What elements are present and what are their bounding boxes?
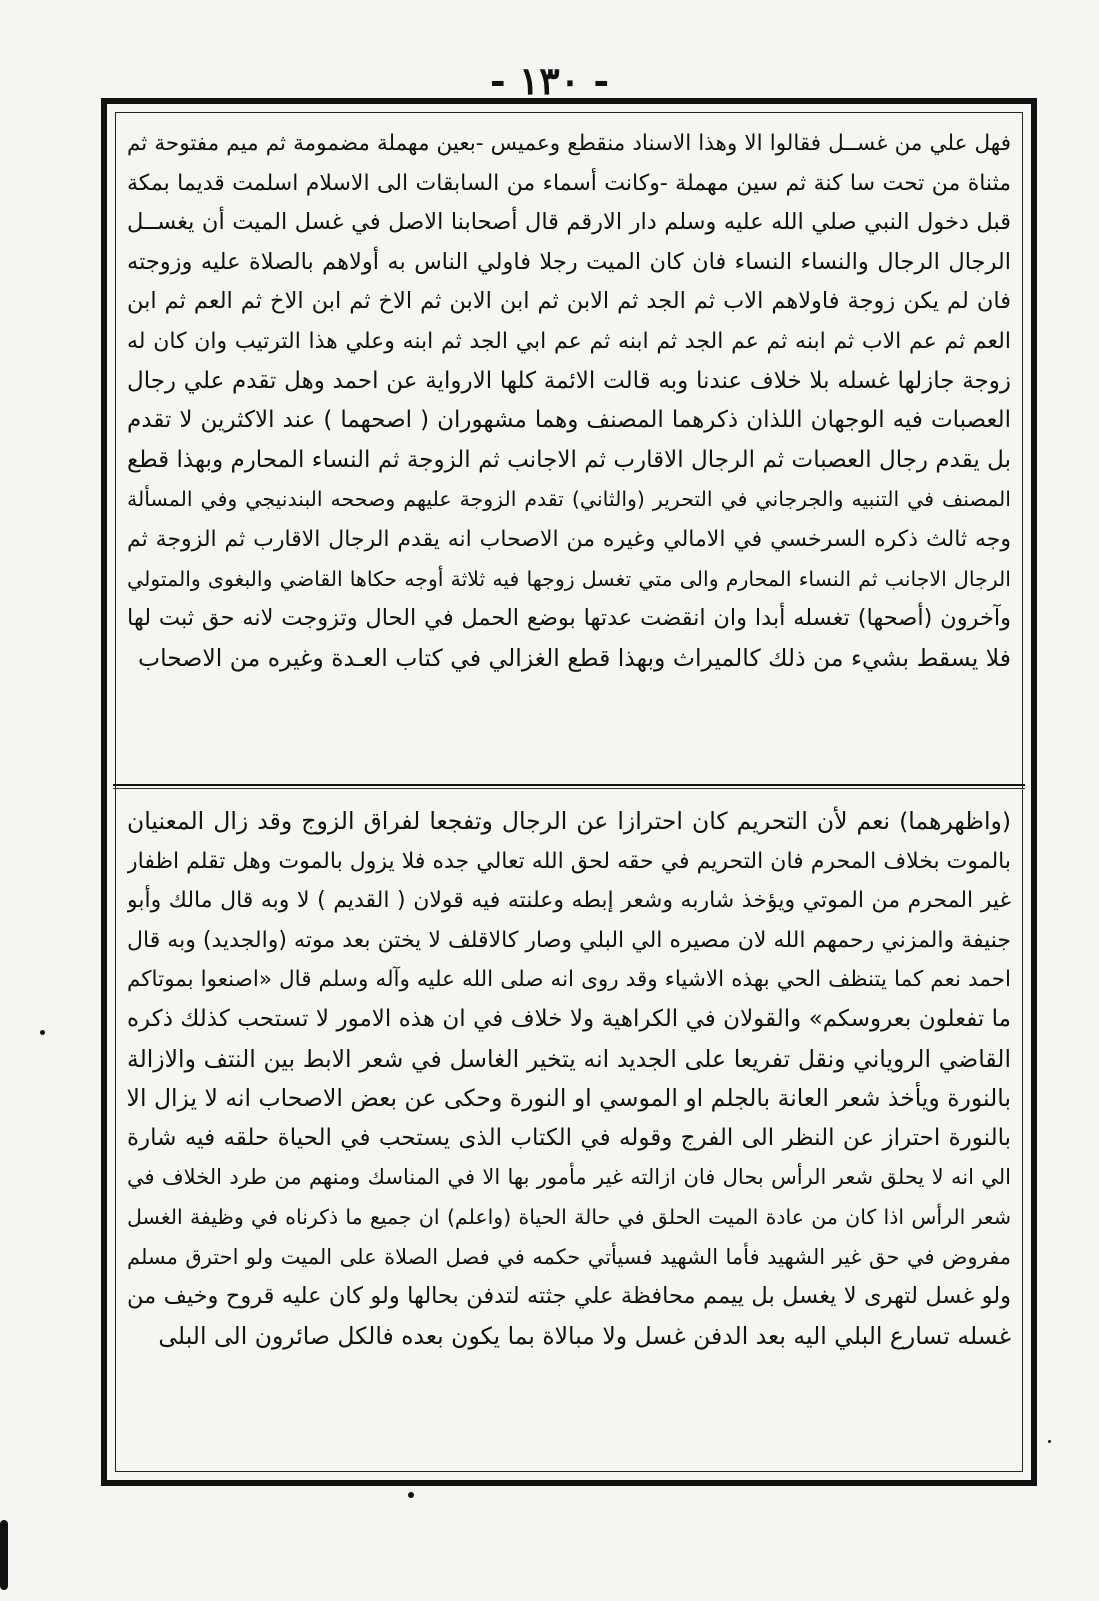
section-divider-thin xyxy=(113,788,1025,789)
commentary-line: بالنورة احتراز عن النظر الى الفرج وقوله في الكتاب الذى يستحب في الحياة حلقه فيه شارة xyxy=(127,1124,1011,1151)
main-text-line: الرجال الاجانب ثم النساء المحارم والى متي تغسل زوجها فيه ثلاثة أوجه حكاها القاضي والبغوى والمتولي xyxy=(127,566,1011,591)
main-text-line: قبل دخول النبي صلي الله عليه وسلم دار الارقم قال أصحابنا الاصل في غسل الميت أن يغســل xyxy=(127,209,1011,236)
main-text-line: وجه ثالث ذكره السرخسي في الامالي وغيره من الاصحاب انه يقدم الرجال الاقارب ثم الزوجة ثم xyxy=(127,526,1011,552)
scan-speck xyxy=(0,1520,8,1590)
commentary-line: غسله تسارع البلي اليه بعد الدفن غسل ولا مبالاة بما يكون بعده فالكل صائرون الى البلى xyxy=(158,1321,1011,1350)
main-text-line: العصبات فيه الوجهان اللذان ذكرهما المصنف وهما مشهوران ( اصحهما ) عند الاكثرين لا تقدم xyxy=(127,407,1011,434)
commentary-line: بالنورة ويأخذ شعر العانة بالجلم او الموسي او النورة وحكى عن بعض الاصحاب انه لا يزال الا xyxy=(127,1084,1011,1113)
commentary-line: جنيفة والمزني رحمهم الله لان مصيره الي البلي وصار كالاقلف لا يختن بعد موته (والجديد) وبه قال xyxy=(127,927,1011,953)
section-divider xyxy=(113,784,1025,786)
commentary-line: (واظهرهما) نعم لأن التحريم كان احترازا عن الرجال وتفجعا لفراق الزوج وقد زال المعنيان xyxy=(127,807,1011,835)
commentary-line: احمد نعم كما يتنظف الحي بهذه الاشياء وقد روى انه صلى الله عليه وآله وسلم قال «اصنعوا بموتاكم xyxy=(127,967,1011,993)
page-number: - ١٣٠ - xyxy=(489,58,610,103)
main-text-line: وآخرون (أصحها) تغسله أبدا وان انقضت عدتها بوضع الحمل في الحال وتزوجت لانه حق ثبت لها xyxy=(127,605,1011,632)
page-frame xyxy=(101,98,1037,1486)
commentary-line: بالموت بخلاف المحرم فان التحريم في حقه لحق الله تعالي جده فلا يزول بالموت وهل تقلم اظفار xyxy=(127,848,1011,874)
scan-speck xyxy=(408,1492,414,1498)
scan-speck xyxy=(1048,1440,1051,1443)
commentary-line: ولو غسل لتهرى لا يغسل بل ييمم محافظة علي جثته لتدفن بحالها ولو كان عليه قروح وخيف من xyxy=(127,1283,1011,1310)
main-text-line: فان لم يكن زوجة فاولاهم الاب ثم الجد ثم الابن ثم ابن الابن ثم الاخ ثم ابن الاخ ثم العم ثم ابن xyxy=(127,288,1011,315)
main-text-line: فلا يسقط بشيء من ذلك كالميراث وبهذا قطع الغزالي في كتاب العـدة وغيره من الاصحاب xyxy=(137,643,1011,672)
commentary-text xyxy=(127,802,1011,1356)
commentary-line: ما تفعلون بعروسكم» والقولان في الكراهية ولا خلاف في ان هذه الامور لا تستحب كذلك ذكره xyxy=(127,1005,1011,1032)
commentary-line: القاضي الروياني ونقل تفريعا على الجديد انه يتخير الغاسل في شعر الابط بين النتف والازالة xyxy=(127,1044,1011,1073)
main-text-line: العم ثم عم الاب ثم ابنه ثم عم الجد ثم ابنه ثم عم ابي الجد ثم ابنه وعلي هذا الترتيب وان كان له xyxy=(127,328,1011,354)
main-text xyxy=(127,124,1011,678)
main-text-line: زوجة جازلها غسله بلا خلاف عندنا وبه قالت الائمة كلها الارواية عن احمد وهل تقدم علي رجال xyxy=(127,367,1011,394)
commentary-line: مفروض في حق غير الشهيد فأما الشهيد فسيأتي حكمه في فصل الصلاة على الميت ولو احترق مسلم xyxy=(127,1244,1011,1269)
main-text-line: الرجال الرجال والنساء النساء فان كان الميت رجلا فاولي الناس به أولاهم بالصلاة عليه وزوجته xyxy=(127,248,1011,275)
commentary-line: شعر الرأس اذا كان من عادة الميت الحلق في حالة الحياة (واعلم) ان جميع ما ذكرناه في وظيفة الغسل xyxy=(127,1204,1011,1229)
commentary-line: غير المحرم من الموتي ويؤخذ شاربه وشعر إبطه وعلنته فيه قولان ( القديم ) لا وبه قال مالك وأبو xyxy=(127,888,1011,914)
main-text-line: فهل علي من غســل فقالوا الا وهذا الاسناد منقطع وعميس -بعين مهملة مضمومة ثم ميم مفتوحة ثم xyxy=(127,131,1011,156)
main-text-line: المصنف في التنبيه والجرجاني في التحرير (والثاني) تقدم الزوجة عليهم وصححه البندنيجي وفي المسألة xyxy=(127,487,1011,512)
commentary-line: الي انه لا يحلق شعر الرأس بحال فان ازالته غير مأمور بها الا في المناسك ومنهم من طرد الخلاف في xyxy=(127,1165,1011,1190)
main-text-line: بل يقدم رجال العصبات ثم الرجال الاقارب ثم الاجانب ثم الزوجة ثم النساء المحارم وبهذا قطع xyxy=(127,446,1011,473)
main-text-line: مثناة من تحت سا كنة ثم سين مهملة -وكانت أسماء من السابقات الى الاسلام اسلمت قديما بمكة xyxy=(127,170,1011,196)
scan-speck xyxy=(40,1030,45,1035)
